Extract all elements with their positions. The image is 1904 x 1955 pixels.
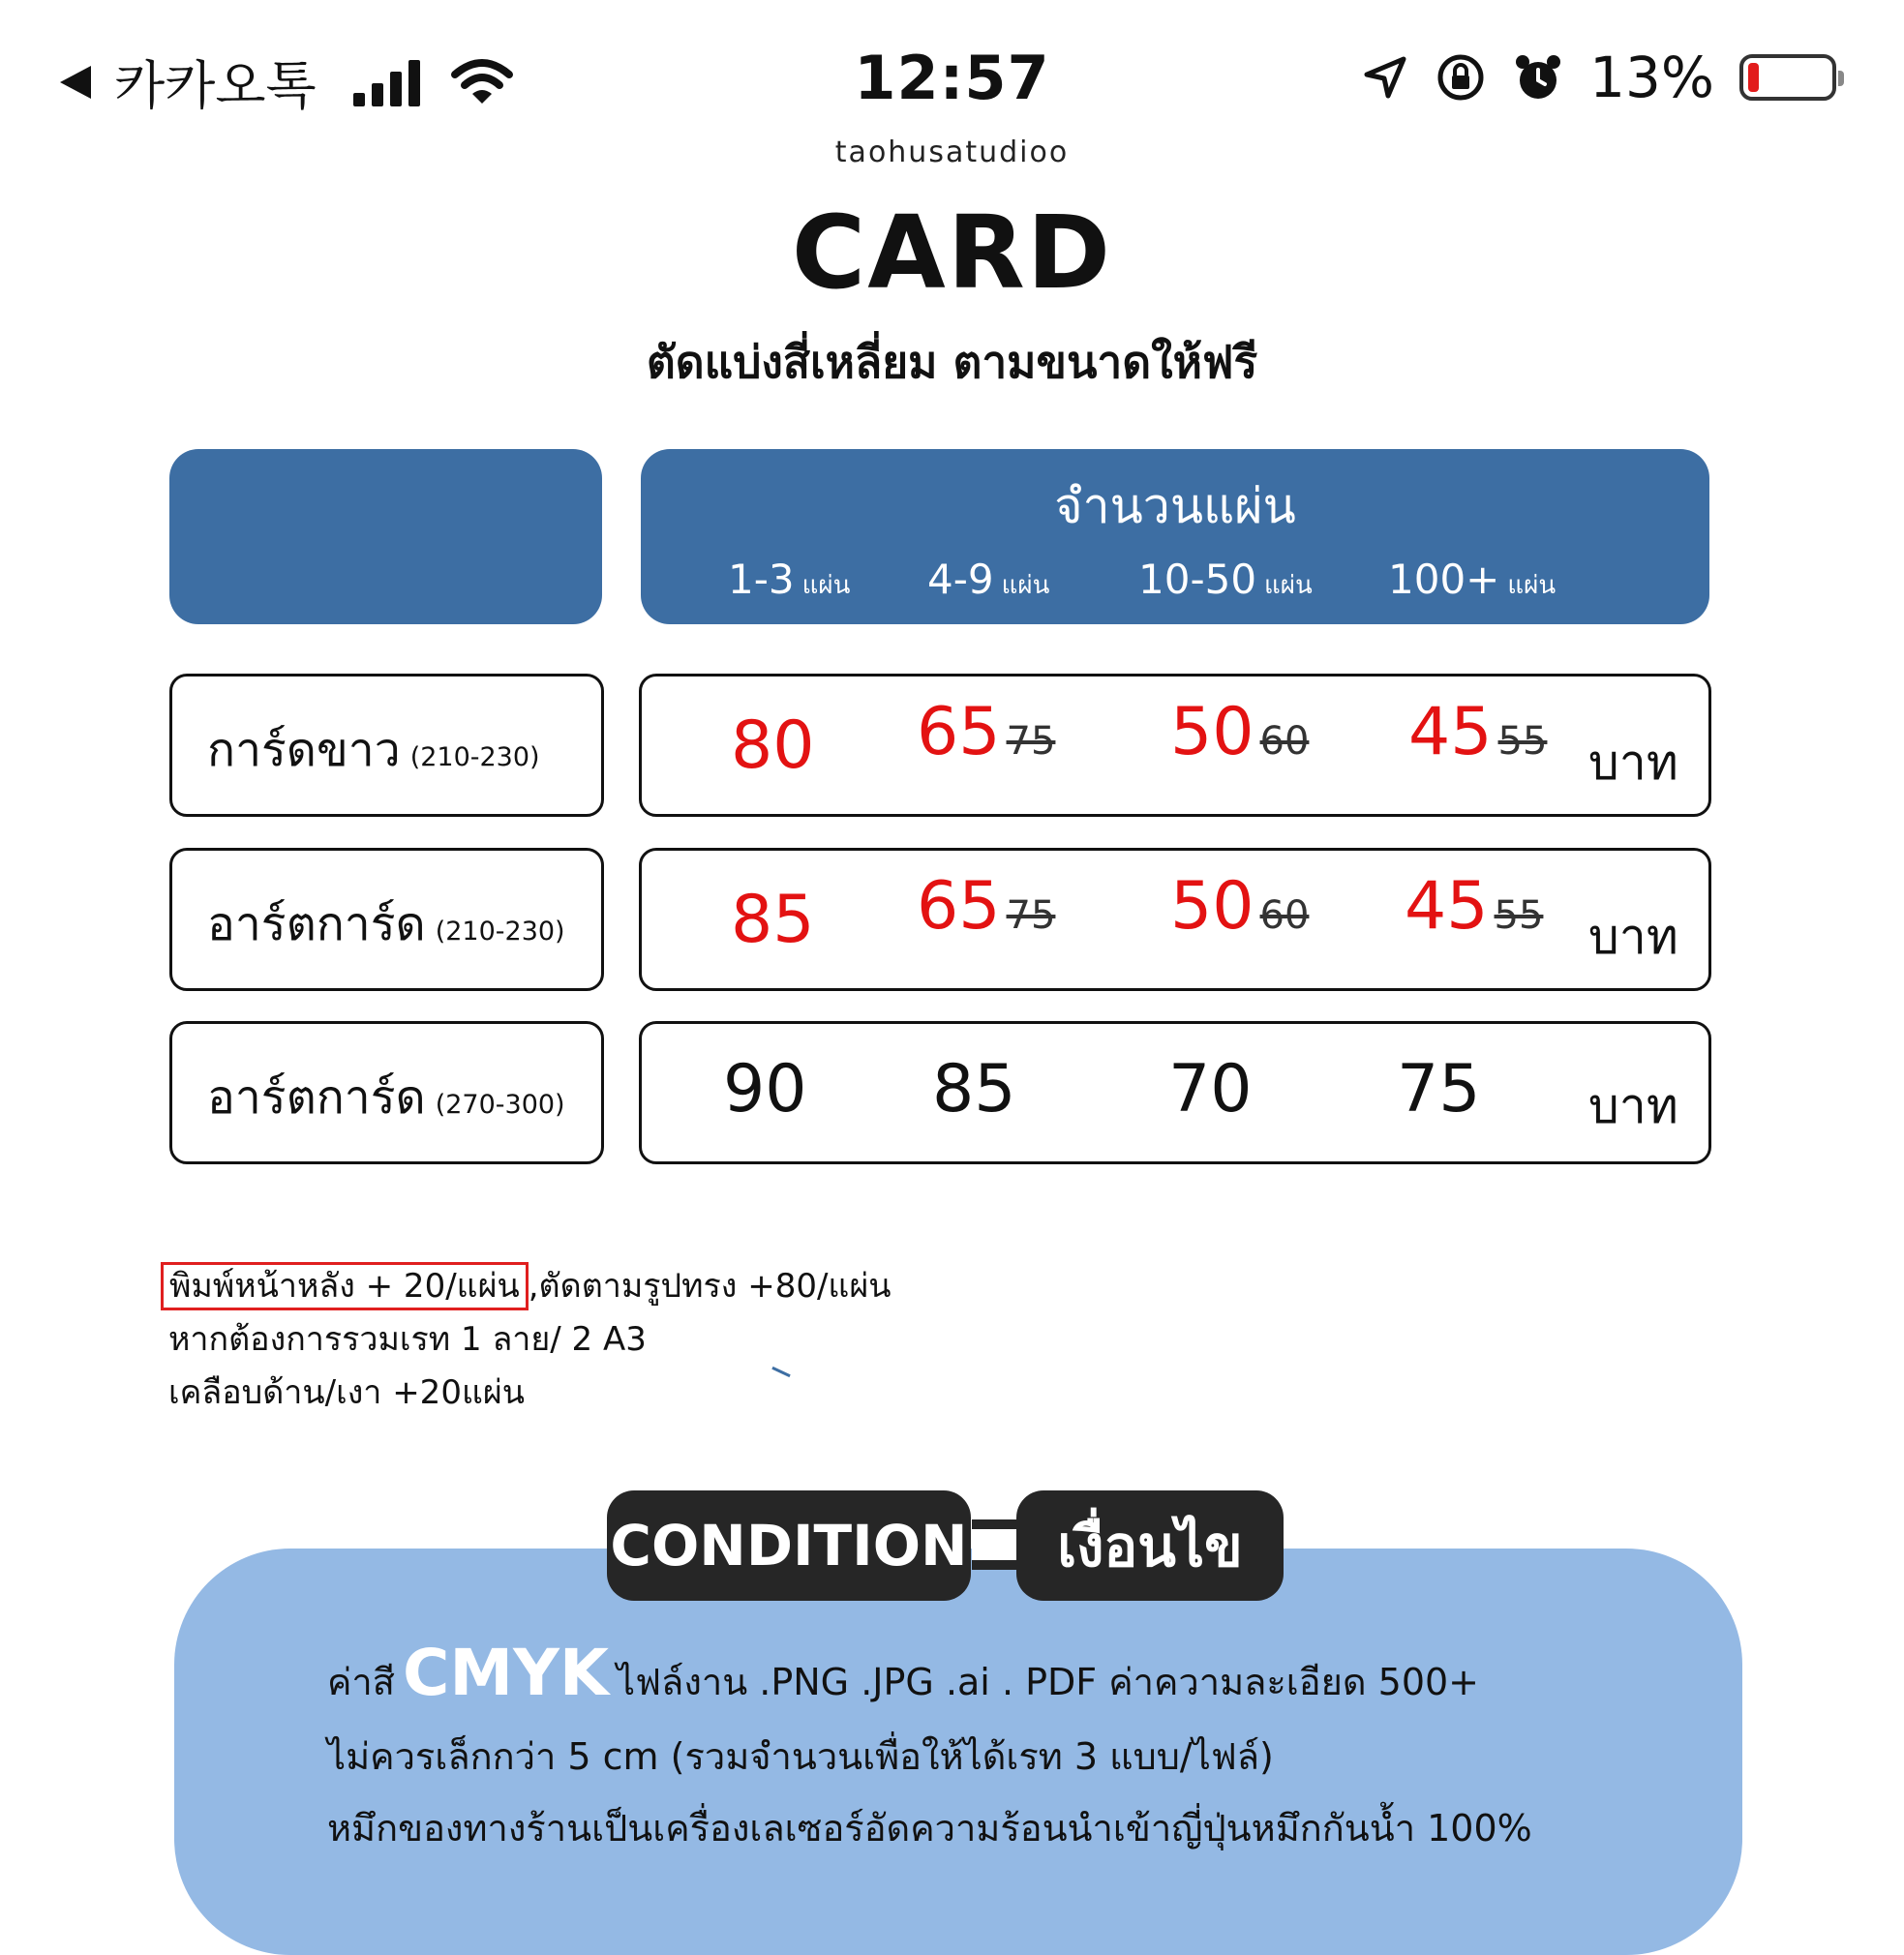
price-value: 85 xyxy=(932,1051,1016,1128)
currency-unit: บาท xyxy=(1588,735,1678,791)
row-1-label-box xyxy=(169,674,604,817)
row-2-price-box xyxy=(639,848,1711,991)
tier-range: 100+ xyxy=(1388,556,1500,603)
price-value: 50 xyxy=(1170,868,1254,945)
page-subtitle: ตัดแบ่งสี่เหลี่ยม ตามขนาดให้ฟรี xyxy=(646,336,1258,388)
condition-line-1 xyxy=(327,1636,1479,1711)
row-3-label-box xyxy=(169,1021,604,1164)
row-1-price-box xyxy=(639,674,1711,817)
old-price: 55 xyxy=(1497,719,1548,764)
price-tier-4 xyxy=(1397,1051,1481,1128)
tier-unit: แผ่น xyxy=(1507,571,1556,600)
location-arrow-icon xyxy=(1361,53,1409,102)
tier-4 xyxy=(1388,556,1556,605)
row-label xyxy=(207,887,565,961)
condition-line-2: ไม่ควรเล็กกว่า 5 cm (รวมจำนวนเพื่อให้ได้เรท 3 แบบ/ไฟล์) xyxy=(327,1735,1274,1778)
combine-note: หากต้องการรวมเรท 1 ลาย/ 2 A3 xyxy=(168,1320,647,1359)
status-right xyxy=(1361,45,1836,110)
price-tier-1 xyxy=(731,707,815,784)
alarm-clock-icon xyxy=(1512,51,1564,104)
tier-range: 4-9 xyxy=(927,556,994,603)
battery-percent: 13% xyxy=(1589,45,1714,110)
price-value: 45 xyxy=(1405,868,1489,945)
tier-3 xyxy=(1138,556,1313,605)
price-tier-1 xyxy=(723,1051,807,1128)
quantity-title: จำนวนแผ่น xyxy=(1054,478,1296,534)
file-format-text: ไฟล์งาน .PNG .JPG .ai . PDF ค่าความละเอียด 500+ xyxy=(617,1661,1480,1703)
currency-unit: บาท xyxy=(1588,1078,1678,1134)
price-value: 75 xyxy=(1397,1051,1481,1128)
old-price: 60 xyxy=(1259,719,1310,764)
note-line-1 xyxy=(168,1260,892,1313)
price-tier-4 xyxy=(1408,694,1547,770)
condition-line-3: หมึกของทางร้านเป็นเครื่องเลเซอร์อัดความร้อนนำเข้าญี่ปุ่นหมึกกันน้ำ 100% xyxy=(327,1807,1532,1850)
price-value: 50 xyxy=(1170,694,1254,770)
paper-name: อาร์ตการ์ด xyxy=(207,897,426,951)
tier-range: 1-3 xyxy=(728,556,795,603)
currency-unit: บาท xyxy=(1588,909,1678,965)
row-3-price-box xyxy=(639,1021,1711,1164)
paper-spec: (210-230) xyxy=(409,742,540,772)
condition-label-en: CONDITION xyxy=(607,1490,971,1601)
price-tier-4 xyxy=(1405,868,1543,945)
paper-name: อาร์ตการ์ด xyxy=(207,1070,426,1125)
tier-unit: แผ่น xyxy=(801,571,851,600)
price-value: 65 xyxy=(917,694,1001,770)
cmyk-highlight: CMYK xyxy=(402,1636,610,1710)
price-tier-2 xyxy=(917,868,1055,945)
old-price: 75 xyxy=(1006,719,1056,764)
shape-cut-note: ,ตัดตามรูปทรง +80/แผ่น xyxy=(528,1267,892,1306)
price-value: 65 xyxy=(917,868,1001,945)
price-tier-3 xyxy=(1170,868,1309,945)
condition-connector xyxy=(972,1519,1016,1570)
tier-1 xyxy=(728,556,850,605)
price-tier-2 xyxy=(932,1051,1016,1128)
table-header-blank xyxy=(169,449,602,624)
row-2-label-box xyxy=(169,848,604,991)
color-mode-label: ค่าสี xyxy=(327,1661,395,1703)
row-label xyxy=(207,713,540,787)
status-time: 12:57 xyxy=(854,43,1050,113)
old-price: 75 xyxy=(1006,893,1056,938)
tier-range: 10-50 xyxy=(1138,556,1257,603)
price-tier-2 xyxy=(917,694,1055,770)
price-tier-3 xyxy=(1170,694,1309,770)
price-value: 45 xyxy=(1408,694,1493,770)
row-label xyxy=(207,1061,565,1134)
condition-label-th: เงื่อนไข xyxy=(1016,1490,1284,1601)
tier-2 xyxy=(927,556,1049,605)
back-app-label[interactable]: 카카오톡 xyxy=(114,55,317,116)
table-header-quantity xyxy=(641,449,1709,624)
paper-spec: (210-230) xyxy=(435,917,565,947)
extra-notes xyxy=(168,1260,892,1420)
studio-name: taohusatudioo xyxy=(834,135,1070,169)
tier-unit: แผ่น xyxy=(1264,571,1313,600)
battery-icon xyxy=(1739,54,1836,101)
laminate-note: เคลือบด้าน/เงา +20แผ่น xyxy=(168,1373,526,1412)
price-value: 85 xyxy=(731,882,815,958)
price-value: 70 xyxy=(1168,1051,1253,1128)
battery-level-fill xyxy=(1748,63,1759,92)
page-title: CARD xyxy=(791,194,1113,312)
rotation-lock-icon xyxy=(1435,51,1487,104)
price-value: 80 xyxy=(731,707,815,784)
price-value: 90 xyxy=(723,1051,807,1128)
tier-unit: แผ่น xyxy=(1001,571,1050,600)
old-price: 55 xyxy=(1494,893,1544,938)
back-print-note: พิมพ์หน้าหลัง + 20/แผ่น xyxy=(161,1262,529,1310)
old-price: 60 xyxy=(1259,893,1310,938)
price-tier-1 xyxy=(731,882,815,958)
paper-name: การ์ดขาว xyxy=(207,723,401,777)
paper-spec: (270-300) xyxy=(435,1090,565,1120)
price-tier-3 xyxy=(1168,1051,1253,1128)
